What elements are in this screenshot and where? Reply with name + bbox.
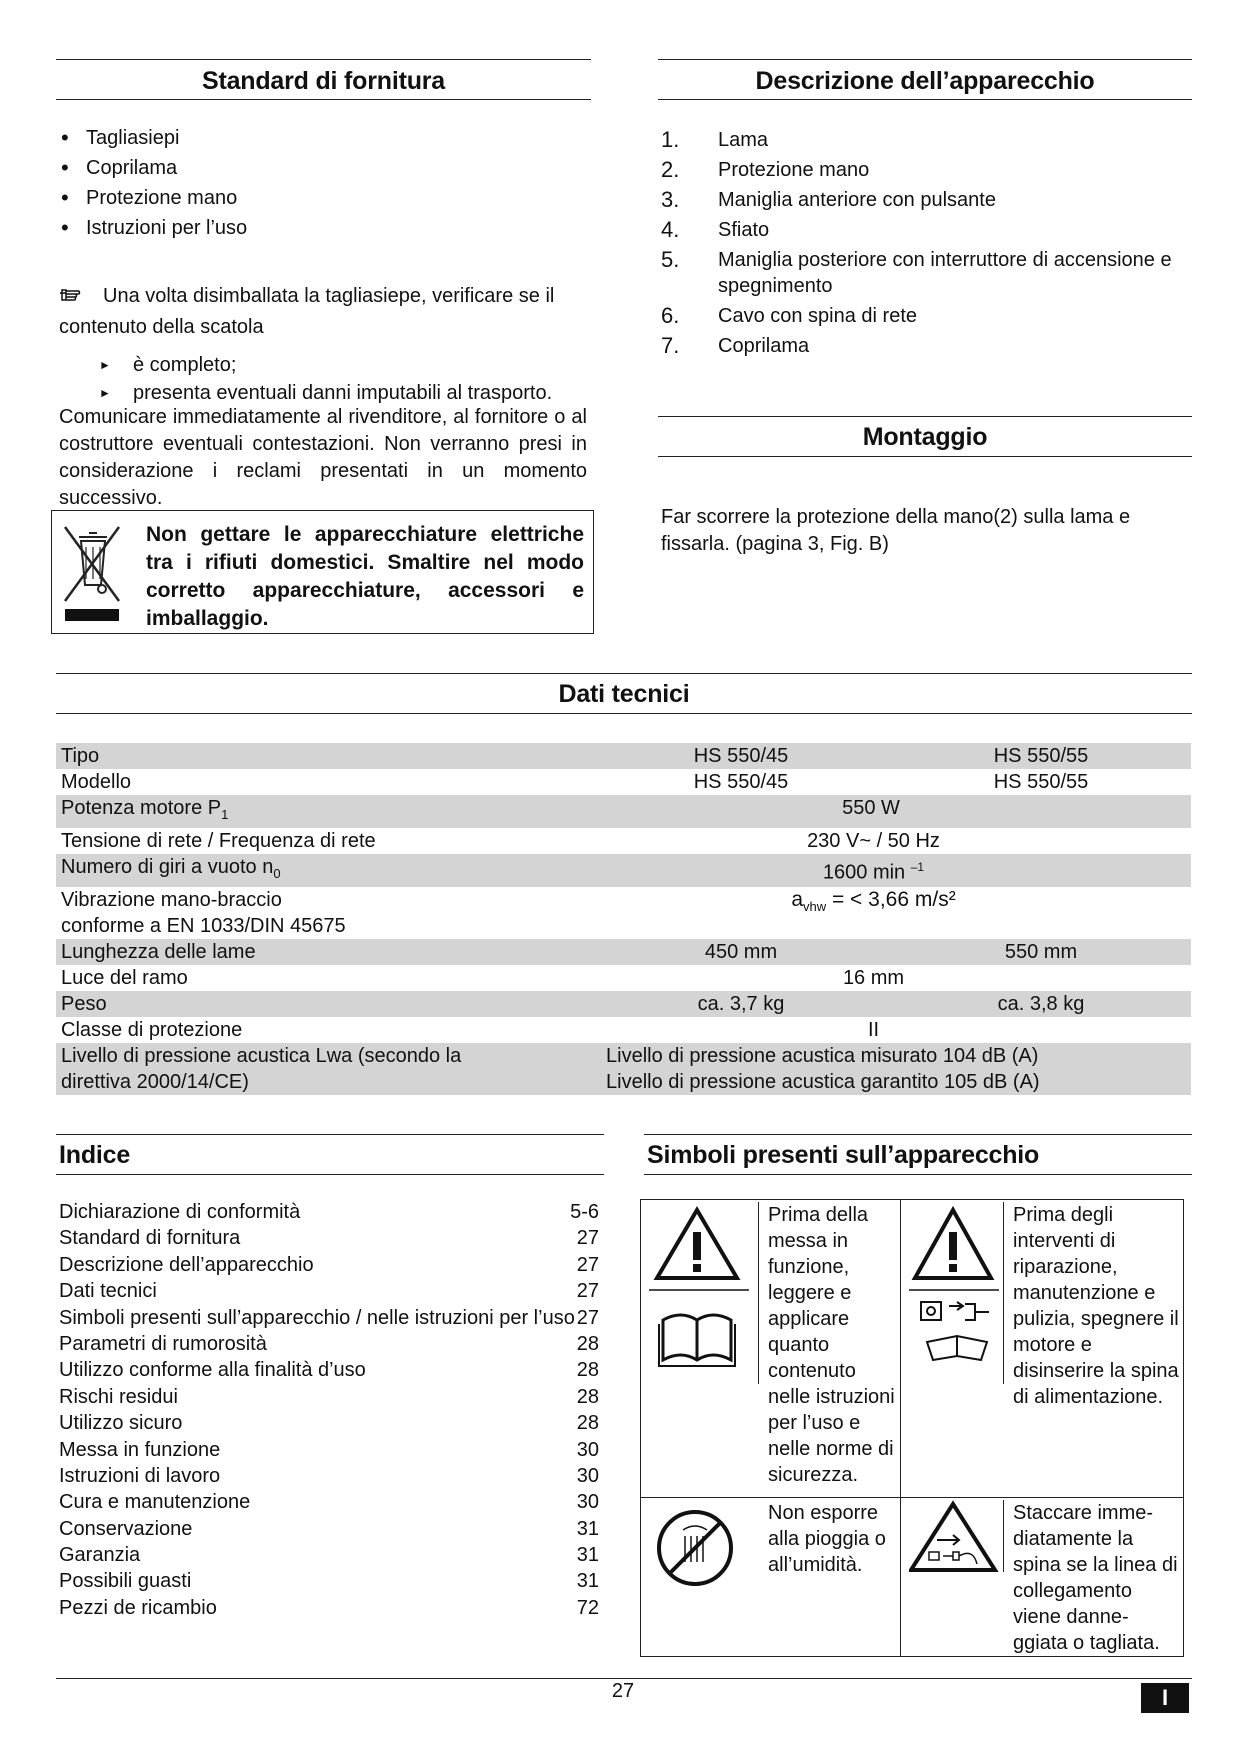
tech-title-bottom-rule	[56, 713, 1192, 714]
index-entry-page: 5-6	[570, 1201, 599, 1223]
index-entry-page: 28	[576, 1332, 599, 1355]
list-item	[59, 1489, 599, 1515]
list-item	[59, 1199, 599, 1225]
index-entry-page: 27	[576, 1227, 599, 1250]
list-item: • Protezione mano	[56, 183, 576, 213]
index-entry-page: 28	[576, 1359, 599, 1382]
index-entry-page: 27	[576, 1306, 599, 1329]
list-item: • Istruzioni per l’uso	[56, 213, 576, 243]
index-title-bottom-rule	[56, 1174, 604, 1175]
pointing-hand-icon	[59, 285, 103, 313]
assembly-text: Far scorrere la protezione della mano(2) sulla lama e fissarla. (pagina 3, Fig. B)	[661, 506, 1131, 555]
list-item	[59, 1542, 599, 1568]
list-item	[59, 1384, 599, 1410]
list-item: 4. Sfiato	[661, 217, 770, 242]
list-item	[59, 1437, 599, 1463]
table-row: Potenza motore $P_1$ 550 W	[56, 795, 1191, 828]
index-entry-label: Utilizzo sicuro	[59, 1412, 183, 1435]
symbols-table	[640, 1199, 1184, 1657]
index-entry-page: 27	[576, 1253, 599, 1276]
table-row: Classe di protezione II	[61, 1019, 880, 1041]
assembly-title-bottom-rule	[658, 456, 1192, 457]
description-title-bottom-rule	[658, 99, 1192, 100]
description-list	[661, 127, 1181, 363]
supply-title-top-rule	[56, 59, 591, 60]
index-list	[59, 1199, 599, 1621]
page-number: 27	[611, 1680, 635, 1702]
list-item	[59, 1305, 599, 1331]
list-item	[59, 1463, 599, 1489]
table-row: Livello di pressione acustica Lwa (secondo la direttiva 2000/14/CE) Livello di pressione acustica misurato 104 dB (A) Livello di pressione acustica garantito 105 dB (A)	[56, 1043, 1191, 1095]
index-entry-page: 30	[576, 1491, 599, 1514]
index-entry-label: Istruzioni di lavoro	[59, 1464, 221, 1487]
table-row: Peso ca. 3,7 kg ca. 3,8 kg	[56, 991, 1191, 1017]
supply-title-bottom-rule	[56, 99, 591, 100]
index-entry-label: Dati tecnici	[59, 1280, 157, 1303]
supply-note	[59, 282, 579, 341]
weee-box	[51, 510, 594, 634]
table-row: Modello HS 550/45 HS 550/55	[61, 771, 1089, 793]
unplug-damaged-cable-icon	[909, 1500, 1004, 1572]
table-row: Prima della messa in funzione, leggere e applicare quanto contenuto nelle istruzioni per l’uso e nelle norme di sicurezza. Prima degli interventi di riparazione, manutenzione e pulizia, spegnere il motore e disinserire la spina di alimentazione.	[641, 1200, 1184, 1498]
index-entry-label: Rischi residui	[59, 1385, 178, 1408]
table-row: Tensione di rete / Frequenza di rete 230 V~ / 50 Hz	[61, 830, 940, 852]
list-item: • Tagliasiepi	[56, 123, 576, 153]
table-row: Numero di giri a vuoto $n_0$ 1600 min $^{-1}$	[56, 854, 1191, 887]
supply-note-text: Una volta disimballata la tagliasiepe, verificare se il contenuto della scatola	[59, 285, 555, 338]
assembly-title-top-rule	[658, 416, 1192, 417]
list-item	[59, 1278, 599, 1304]
list-item	[59, 1568, 599, 1594]
list-item: 6. Cavo con spina di rete	[661, 303, 918, 328]
index-entry-label: Messa in funzione	[59, 1438, 221, 1461]
index-title-top-rule	[56, 1134, 604, 1135]
warning-unplug-manual-icon	[909, 1202, 1004, 1384]
supply-title: Standard di fornitura	[201, 67, 446, 95]
list-item: ► presenta eventuali danni imputabili al trasporto.	[59, 379, 579, 407]
description-title-top-rule	[658, 59, 1192, 60]
index-entry-label: Standard di fornitura	[59, 1227, 241, 1250]
index-entry-label: Pezzi de ricambio	[59, 1596, 217, 1619]
description-title: Descrizione dell’apparecchio	[755, 67, 1095, 95]
table-row: Vibrazione mano-braccio conforme a EN 1033/DIN 45675 $a_{vhw}$ = < 3,66 m/s²	[61, 888, 956, 937]
list-item	[59, 1357, 599, 1383]
index-entry-label: Dichiarazione di conformità	[59, 1201, 301, 1223]
supply-paragraph: Comunicare immediatamente al rivenditore, al fornitore o al costruttore eventuali contestazioni. Non verranno presi in considerazione i reclami presentati in un momento successivo.	[59, 406, 587, 509]
list-item	[59, 1410, 599, 1436]
list-item: 3. Maniglia anteriore con pulsante	[661, 187, 996, 212]
no-rain-icon	[649, 1508, 759, 1588]
list-item: 7. Coprilama	[661, 333, 810, 358]
tech-table	[56, 743, 1191, 1095]
index-entry-page: 72	[576, 1596, 599, 1619]
list-item	[59, 1595, 599, 1621]
index-entry-page: 28	[576, 1385, 599, 1408]
supply-check-list	[59, 351, 579, 407]
index-entry-label: Descrizione dell’apparecchio	[59, 1253, 314, 1276]
index-title: Indice	[59, 1141, 131, 1169]
assembly-title: Montaggio	[862, 423, 988, 451]
warning-read-manual-icon	[649, 1202, 759, 1384]
index-entry-label: Cura e manutenzione	[59, 1491, 251, 1514]
index-entry-label: Simboli presenti sull’apparecchio / nelle istruzioni per l’uso	[59, 1306, 575, 1329]
table-row: Lunghezza delle lame 450 mm 550 mm	[56, 939, 1191, 965]
list-item: ► è completo;	[59, 351, 579, 379]
list-item	[59, 1225, 599, 1251]
symbols-title: Simboli presenti sull’apparecchio	[647, 1141, 1040, 1169]
index-entry-page: 27	[576, 1280, 599, 1303]
symbols-title-bottom-rule	[644, 1174, 1192, 1175]
list-item: 2. Protezione mano	[661, 157, 870, 182]
tech-title: Dati tecnici	[558, 680, 690, 708]
index-entry-page: 30	[576, 1464, 599, 1487]
table-row: Luce del ramo 16 mm	[61, 967, 905, 989]
index-entry-page: 31	[576, 1570, 599, 1593]
index-entry-label: Conservazione	[59, 1517, 193, 1540]
list-item	[59, 1516, 599, 1542]
index-entry-page: 31	[576, 1544, 599, 1567]
list-item: • Coprilama	[56, 153, 576, 183]
index-entry-page: 28	[576, 1412, 599, 1435]
crossed-bin-icon	[59, 519, 125, 627]
index-entry-label: Parametri di rumorosità	[59, 1332, 267, 1355]
list-item	[59, 1331, 599, 1357]
list-item	[59, 1252, 599, 1278]
tech-title-top-rule	[56, 673, 1192, 674]
index-entry-label: Garanzia	[59, 1544, 141, 1567]
index-entry-page: 31	[576, 1517, 599, 1540]
index-entry-label: Possibili guasti	[59, 1570, 192, 1593]
index-entry-label: Utilizzo conforme alla finalità d’uso	[59, 1359, 366, 1382]
supply-list	[56, 123, 576, 243]
language-badge: I	[1141, 1683, 1189, 1713]
list-item: 5. Maniglia posteriore con interruttore di accensione e spegnimento	[661, 247, 1172, 297]
table-row: Non esporre alla pioggia o all’umidità. Staccare imme-diatamente la spina se la linea di collegamento viene danne-ggiata o tagliata.	[641, 1498, 1184, 1657]
symbols-title-top-rule	[644, 1134, 1192, 1135]
index-entry-page: 30	[576, 1438, 599, 1461]
table-row: Tipo HS 550/45 HS 550/55	[56, 743, 1191, 769]
weee-text: Non gettare le apparecchiature elettriche tra i rifiuti domestici. Smaltire nel modo corretto apparecchiature, accessori e imballaggio.	[146, 523, 584, 630]
list-item: 1. Lama	[661, 127, 769, 152]
